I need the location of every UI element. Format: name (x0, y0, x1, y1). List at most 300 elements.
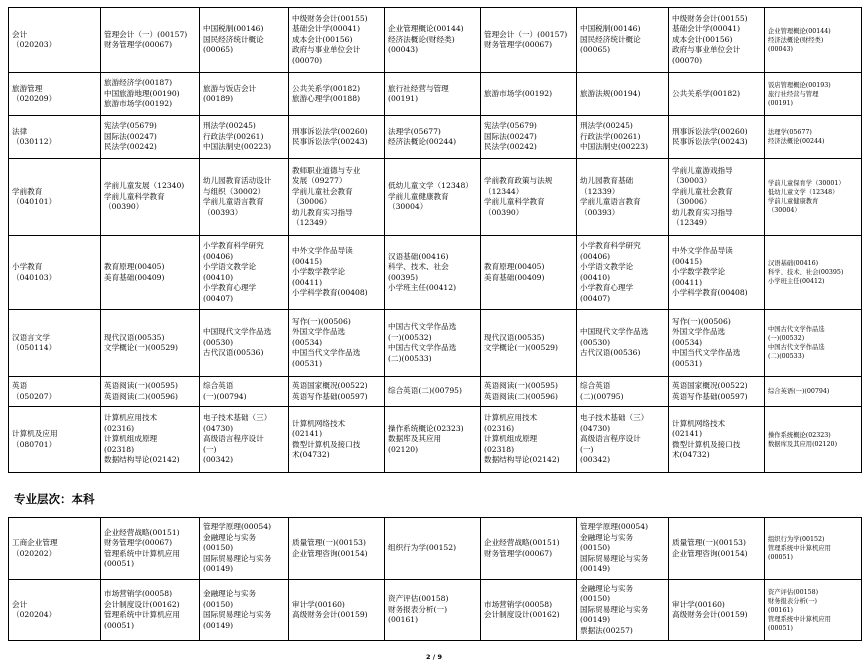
cell-line: (二)(00533) (388, 353, 432, 363)
course-cell (385, 159, 481, 236)
cell-line: (00051) (768, 554, 793, 561)
cell-line: (04730) (203, 423, 234, 433)
course-cell (481, 407, 577, 473)
cell-line: 国民经济统计概论 (203, 34, 264, 44)
cell-line: （30006） (672, 197, 712, 206)
cell-line: (00149) (580, 615, 611, 625)
cell-line: 幼儿教育实习指导 (292, 207, 353, 217)
cell-line: 会计 (12, 29, 28, 39)
cell-line: （020203） (12, 40, 57, 49)
cell-line: 企业经营战略(00151) (484, 538, 560, 547)
table-row (9, 580, 862, 641)
course-cell (385, 407, 481, 473)
cell-line: 旅游与饭店会计 (203, 83, 257, 93)
cell-line: 旅游市场学(00192) (104, 99, 173, 109)
course-cell (289, 73, 385, 116)
cell-line: 电子技术基础（三） (580, 413, 649, 423)
cell-line: 英语阅读(二)(00596) (104, 391, 178, 401)
course-cell (289, 377, 385, 407)
page-number: 2 / 9 (426, 653, 442, 661)
course-cell (200, 518, 289, 580)
cell-line: 数据结构导论(02142) (104, 455, 180, 465)
course-cell (200, 116, 289, 159)
cell-line: (00065) (203, 45, 234, 55)
cell-line: 民事诉讼法学(00243) (672, 137, 748, 146)
course-cell (481, 116, 577, 159)
course-cell (385, 310, 481, 377)
cell-line: 幼儿教育实习指导 (672, 207, 733, 217)
cell-line: 美育基础(00409) (104, 272, 165, 282)
cell-line: 旅游经济学(00187) (104, 78, 173, 88)
course-cell (481, 8, 577, 73)
cell-line: 现代汉语(00535) (104, 332, 165, 342)
major-cell (9, 236, 101, 310)
cell-line: 发展（09277） (292, 176, 347, 185)
cell-line: 会计 (12, 599, 28, 609)
cell-line: 现代汉语(00535) (484, 332, 545, 342)
course-cell (481, 580, 577, 641)
cell-line: 学前儿童科学教育 (104, 191, 165, 201)
table-row (9, 116, 862, 159)
cell-line: 幼儿园教育基础 (580, 176, 634, 185)
course-cell (669, 73, 765, 116)
cell-line: 计算机应用技术 (484, 413, 538, 423)
cell-line: (00150) (203, 543, 234, 553)
cell-line: 饭店管理概论(00193) (768, 81, 831, 89)
course-cell (577, 159, 669, 236)
cell-line: 财务报表分析(一) (768, 597, 817, 605)
cell-line: 古代汉语(00536) (580, 348, 641, 358)
cell-line: 综合英语 (580, 381, 611, 390)
course-cell (101, 310, 200, 377)
cell-line: 小学科学教育(00408) (672, 288, 748, 298)
cell-line: 与组织（30002） (203, 186, 266, 196)
cell-line: (00395) (388, 272, 419, 282)
course-cell (577, 116, 669, 159)
course-cell (577, 236, 669, 310)
course-cell (385, 73, 481, 116)
cell-line: 文学概论(一)(00529) (484, 343, 558, 352)
course-cell (765, 310, 862, 377)
cell-line: 刑事诉讼法学(00260) (292, 126, 368, 136)
cell-line: (00406) (203, 251, 234, 261)
cell-line: 财务管理学(00067) (104, 538, 173, 547)
cell-line: (02141) (292, 429, 323, 438)
cell-line: （00393） (580, 207, 620, 217)
cell-line: 教师职业道德与专业 (292, 165, 361, 175)
course-cell (200, 159, 289, 236)
cell-line: (00191) (768, 99, 793, 107)
cell-line: 质量管理(一)(00153) (672, 538, 746, 547)
cell-line: 数据库及其应用 (388, 434, 442, 444)
cell-line: (00065) (580, 45, 611, 55)
cell-line: 数据结构导论(02142) (484, 455, 560, 465)
cell-line: 电子技术基础（三） (203, 413, 272, 423)
cell-line: 中国法制史(00223) (203, 142, 272, 152)
cell-line: 市场营销学(00058) (484, 599, 553, 609)
cell-line: 综合英语(一)(00794) (768, 388, 830, 395)
cell-line: 中级财务会计(00155) (292, 13, 368, 23)
cell-line: 英语阅读(一)(00595) (104, 381, 178, 390)
cell-line: （00390） (484, 207, 524, 217)
table-row (9, 159, 862, 236)
cell-line: (02316) (484, 423, 515, 433)
cell-line: 资产评估(00158) (388, 594, 449, 604)
cell-line: 管理学原理(00054) (203, 522, 272, 532)
cell-line: 英语国家概况(00522) (672, 381, 748, 390)
course-cell (765, 580, 862, 641)
cell-line: 低幼儿童文学（12348） (768, 189, 839, 196)
course-cell (765, 8, 862, 73)
cell-line: 管理系统中计算机应用 (104, 610, 180, 619)
course-cell (669, 518, 765, 580)
course-cell (669, 580, 765, 641)
cell-line: （00393） (203, 207, 243, 217)
cell-line: 组织行为学(00152) (768, 536, 825, 543)
course-cell (289, 580, 385, 641)
cell-line: 高级财务会计(00159) (672, 610, 748, 619)
major-cell (9, 377, 101, 407)
section-heading: 专业层次：本科 (14, 492, 95, 506)
cell-line: 汉语言文学 (12, 332, 50, 342)
cell-line: 政府与事业单位会计 (672, 45, 741, 55)
course-cell (577, 407, 669, 473)
cell-line: 中外文学作品导读 (672, 246, 733, 256)
course-cell (765, 116, 862, 159)
course-cell (385, 8, 481, 73)
course-cell (385, 236, 481, 310)
cell-line: 学前儿童发展（12340) (104, 181, 185, 191)
cell-line: 中国古代文学作品选 (768, 326, 825, 333)
cell-line: 国际贸易理论与实务 (203, 610, 272, 619)
cell-line: 管理会计（一）(00157) (104, 29, 188, 39)
course-cell (577, 377, 669, 407)
course-cell (481, 73, 577, 116)
cell-line: (00051) (104, 559, 135, 568)
course-cell (101, 407, 200, 473)
major-cell (9, 73, 101, 116)
course-cell (101, 73, 200, 116)
cell-line: 刑法学(00245) (580, 121, 633, 131)
cell-line: 中国当代文学作品选 (672, 348, 741, 358)
course-cell (289, 8, 385, 73)
cell-line: 术(04732) (292, 450, 330, 459)
cell-line: 中国法制史(00223) (580, 142, 649, 152)
cell-line: 英语写作基础(00597) (672, 391, 748, 401)
cell-line: （020202） (12, 548, 57, 558)
cell-line: 金融理论与实务 (580, 532, 634, 542)
cell-line: 市场营销学(00058) (104, 589, 173, 598)
course-cell (385, 580, 481, 641)
cell-line: 小学教育心理学 (203, 283, 257, 292)
cell-line: 质量管理(一)(00153) (292, 538, 366, 547)
cell-line: 行政法学(00261) (580, 131, 641, 141)
cell-line: 金融理论与实务 (203, 532, 257, 542)
cell-line: 金融理论与实务 (580, 583, 634, 593)
cell-line: 国民经济统计概论 (580, 34, 641, 44)
cell-line: 小学班主任(00412) (768, 278, 825, 285)
cell-line: 小学教育 (12, 262, 43, 271)
cell-line: 文学概论(一)(00529) (104, 343, 178, 352)
course-cell (481, 377, 577, 407)
cell-line: (00150) (203, 599, 234, 609)
cell-line: 旅游市场学(00192) (484, 88, 553, 98)
cell-line: 教育原理(00405) (104, 262, 165, 271)
cell-line: 学前儿童社会教育 (292, 186, 353, 196)
cell-line: （12339） (580, 186, 620, 196)
cell-line: 英语国家概况(00522) (292, 381, 368, 390)
course-cell (481, 518, 577, 580)
cell-line: 经济法概论(财经类) (768, 36, 824, 44)
course-cell (765, 236, 862, 310)
cell-line: 企业经营战略(00151) (104, 527, 180, 537)
cell-line: (00070) (292, 55, 323, 65)
cell-line: (00407) (580, 293, 611, 303)
course-cell (577, 518, 669, 580)
cell-line: （30004） (768, 207, 801, 214)
course-cell (669, 236, 765, 310)
major-cell (9, 159, 101, 236)
course-cell (200, 236, 289, 310)
cell-line: 基础会计学(00041) (292, 24, 361, 34)
cell-line: 会计制度设计(00162) (484, 610, 560, 619)
course-cell (200, 580, 289, 641)
course-cell (481, 236, 577, 310)
cell-line: 法律 (12, 126, 28, 136)
cell-line: 国际贸易理论与实务 (580, 553, 649, 563)
cell-line: (00189) (203, 94, 234, 103)
cell-line: 计算机组成原理 (484, 434, 538, 444)
cell-line: 中国旅游地理(00190) (104, 88, 180, 98)
course-cell (765, 407, 862, 473)
cell-line: 法理学(05677) (388, 126, 441, 136)
major-cell (9, 407, 101, 473)
cell-line: （12349） (292, 218, 332, 227)
cell-line: 操作系统概论(02323) (388, 423, 464, 433)
cell-line: 中国当代文学作品选 (292, 348, 361, 358)
cell-line: (00407) (203, 293, 234, 303)
cell-line: (00531) (292, 358, 323, 368)
cell-line: (02318) (484, 444, 515, 454)
cell-line: 微型计算机及接口技 (292, 439, 361, 449)
cell-line: 学前儿童游戏指导 (672, 165, 733, 175)
schedule-table-specialist (8, 7, 862, 473)
cell-line: 写作(一)(00506) (672, 316, 731, 326)
table-row (9, 377, 862, 407)
cell-line: 教育原理(00405) (484, 262, 545, 271)
cell-line: 管理系统中计算机应用 (768, 615, 831, 623)
course-cell (385, 518, 481, 580)
course-cell (289, 116, 385, 159)
cell-line: 国际贸易理论与实务 (580, 604, 649, 614)
course-cell (289, 236, 385, 310)
cell-line: 民法学(00242) (104, 142, 157, 152)
cell-line: (00415) (292, 256, 323, 266)
cell-line: (00149) (580, 564, 611, 574)
cell-line: 科学、技术、社会(00395) (768, 269, 844, 276)
cell-line: 刑法学(00245) (203, 121, 256, 131)
cell-line: 旅游心理学(00188) (292, 94, 361, 103)
cell-line: 英语阅读(二)(00596) (484, 391, 558, 401)
cell-line: 公共关系学(00182) (672, 88, 741, 98)
course-cell (289, 518, 385, 580)
cell-line: 票据法(00257) (580, 625, 633, 635)
cell-line: （12349） (672, 218, 712, 227)
cell-line: 小学教育心理学 (580, 283, 634, 292)
cell-line: 学前教育 (12, 186, 43, 196)
table-row (9, 407, 862, 473)
course-cell (669, 407, 765, 473)
cell-line: 企业管理咨询(00154) (292, 548, 368, 558)
course-cell (200, 407, 289, 473)
cell-line: (04730) (580, 423, 611, 433)
cell-line: 小学班主任(00412) (388, 283, 457, 292)
course-cell (200, 8, 289, 73)
cell-line: 小学数学教学论 (672, 267, 726, 277)
cell-line: 中国古代文学作品选 (388, 322, 457, 331)
cell-line: 管理系统中计算机应用 (768, 545, 831, 552)
cell-line: （020209） (12, 94, 57, 103)
major-cell (9, 580, 101, 641)
cell-line: 小学科学教育(00408) (292, 288, 368, 298)
cell-line: 外国文学作品选 (672, 327, 726, 337)
cell-line: 汉语基础(00416) (388, 251, 449, 261)
cell-line: (一)(00532) (768, 335, 805, 342)
cell-line: 国际法(00247) (484, 131, 537, 141)
course-cell (289, 159, 385, 236)
cell-line: (一)(00794) (203, 391, 247, 401)
cell-line: 民法学(00242) (484, 142, 537, 152)
table-row (9, 8, 862, 73)
cell-line: （30004） (388, 202, 428, 212)
cell-line: （030112） (12, 137, 57, 146)
cell-line: 管理学原理(00054) (580, 522, 649, 532)
cell-line: (00150) (580, 594, 611, 604)
cell-line: 旅行社经营与管理 (388, 83, 449, 93)
cell-line: (00410) (203, 272, 234, 282)
cell-line: (00051) (104, 620, 135, 630)
cell-line: 学前儿童科学教育 (484, 197, 545, 206)
cell-line: 经济法概论(00244) (388, 137, 457, 146)
course-cell (669, 377, 765, 407)
cell-line: 旅游管理 (12, 83, 43, 93)
cell-line: 幼儿园教育活动设计 (203, 176, 272, 185)
cell-line: 小学语文教学论 (580, 262, 634, 271)
cell-line: 工商企业管理 (12, 538, 58, 547)
cell-line: 基础会计学(00041) (672, 24, 741, 34)
cell-line: 旅游法规(00194) (580, 88, 641, 98)
cell-line: （020204） (12, 610, 57, 619)
cell-line: (00411) (672, 277, 703, 287)
cell-line: 中国现代文学作品选 (203, 327, 272, 337)
cell-line: 小学语文教学论 (203, 262, 257, 271)
course-cell (577, 580, 669, 641)
course-cell (481, 310, 577, 377)
table-row (9, 518, 862, 580)
cell-line: （040103） (12, 272, 57, 282)
cell-line: 法理学(05677) (768, 129, 812, 136)
cell-line: 综合英语 (203, 381, 234, 390)
cell-line: 中国古代文学作品选 (388, 343, 457, 352)
cell-line: 计算机应用技术 (104, 413, 158, 423)
cell-line: 国际贸易理论与实务 (203, 553, 272, 563)
cell-line: 中国税制(00146) (203, 24, 264, 34)
cell-line: 公共关系学(00182) (292, 83, 361, 93)
cell-line: 企业管理概论(00144) (388, 24, 464, 34)
cell-line: (二)(00533) (768, 353, 805, 360)
cell-line: (00534) (672, 337, 703, 347)
course-cell (669, 8, 765, 73)
cell-line: （12344） (484, 186, 524, 196)
cell-line: 成本会计(00156) (672, 34, 733, 44)
cell-line: 刑事诉讼法学(00260) (672, 126, 748, 136)
cell-line: (00342) (580, 455, 611, 465)
cell-line: (00415) (672, 256, 703, 266)
cell-line: （30003） (672, 176, 712, 185)
course-cell (101, 8, 200, 73)
cell-line: 国际法(00247) (104, 131, 157, 141)
cell-line: 英语写作基础(00597) (292, 391, 368, 401)
course-cell (289, 310, 385, 377)
cell-line: 资产评估(00158) (768, 588, 819, 596)
cell-line: 数据库及其应用(02120) (768, 440, 838, 448)
cell-line: 经济法概论(财经类) (388, 34, 455, 44)
course-cell (101, 580, 200, 641)
cell-line: 高级语言程序设计 (580, 434, 641, 444)
cell-line: 财务管理学(00067) (484, 40, 553, 49)
cell-line: 财务报表分析(一) (388, 604, 448, 614)
cell-line: 术(04732) (672, 450, 710, 459)
major-cell (9, 310, 101, 377)
cell-line: 汉语基础(00416) (768, 260, 819, 267)
cell-line: (02120) (388, 444, 419, 454)
major-cell (9, 116, 101, 159)
cell-line: 学前儿童语言教育 (580, 197, 641, 206)
cell-line: (一)(00532) (388, 332, 432, 342)
course-cell (577, 8, 669, 73)
cell-line: （040101） (12, 197, 57, 206)
cell-line: 小学教育科学研究 (580, 241, 641, 250)
cell-line: 中级财务会计(00155) (672, 13, 748, 23)
cell-line: (一) (580, 444, 594, 454)
cell-line: 综合英语(二)(00795) (388, 386, 462, 396)
course-cell (101, 116, 200, 159)
cell-line: (02316) (104, 423, 135, 433)
cell-line: 计算机网络技术 (292, 418, 346, 428)
cell-line: 经济法概论(00244) (768, 138, 825, 145)
cell-line: 财务管理学(00067) (484, 548, 553, 558)
course-cell (669, 116, 765, 159)
cell-line: 财务管理学(00067) (104, 40, 173, 49)
course-cell (577, 73, 669, 116)
cell-line: 中国古代文学作品选 (768, 344, 825, 351)
cell-line: (00530) (580, 337, 611, 347)
course-cell (481, 159, 577, 236)
cell-line: 小学数学教学论 (292, 267, 346, 277)
course-cell (765, 518, 862, 580)
course-cell (101, 159, 200, 236)
cell-line: (00406) (580, 251, 611, 261)
cell-line: 高级语言程序设计 (203, 434, 264, 444)
cell-line: (一) (203, 444, 217, 454)
cell-line: (00051) (768, 624, 793, 632)
cell-line: 会计制度设计(00162) (104, 599, 180, 609)
cell-line: (00149) (203, 620, 234, 630)
cell-line: 低幼儿童文学（12348） (388, 181, 473, 191)
cell-line: (00149) (203, 564, 234, 574)
cell-line: 学前儿童保育学（30001） (768, 180, 845, 187)
course-cell (765, 159, 862, 236)
